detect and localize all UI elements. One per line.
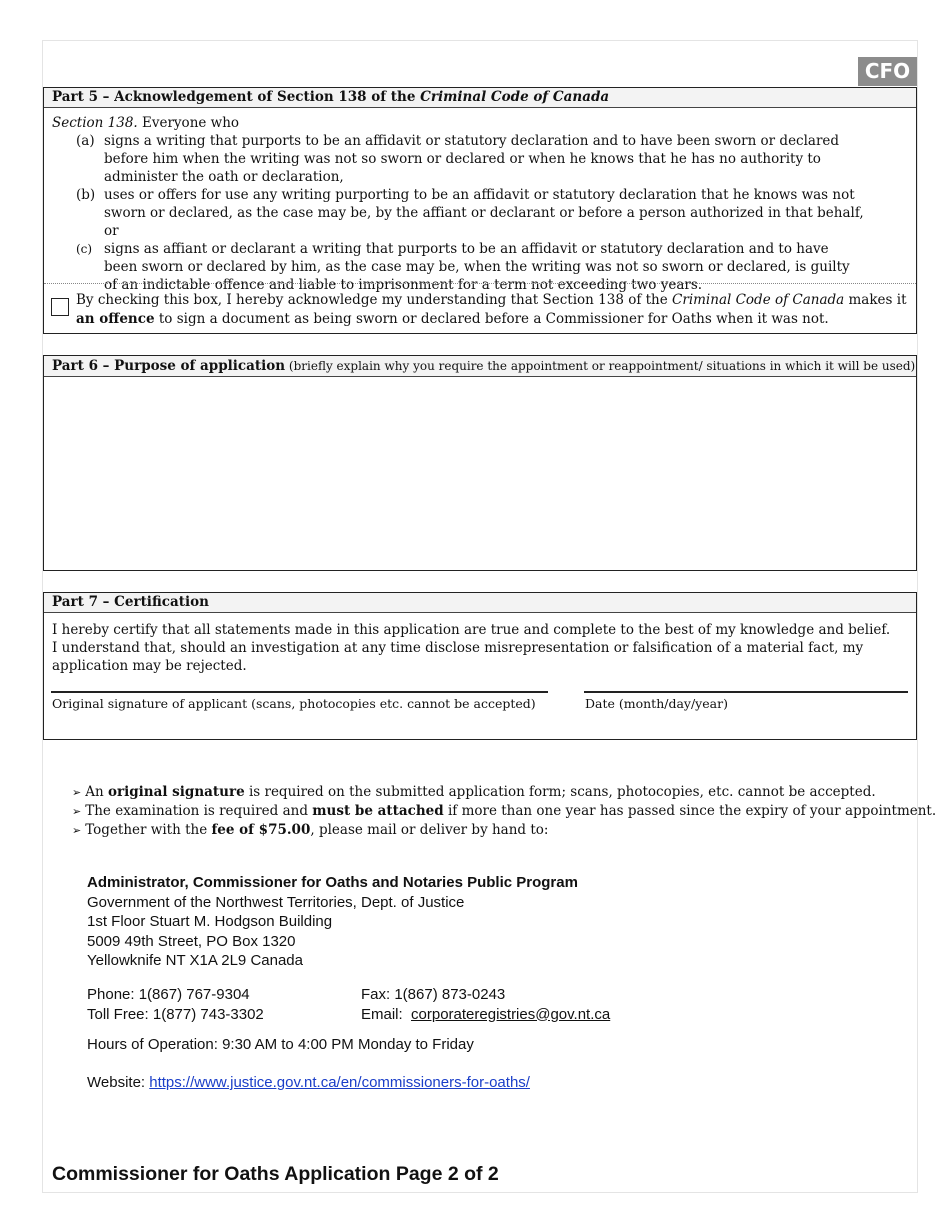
toll-free: Toll Free: 1(877) 743-3302	[87, 1005, 264, 1023]
note-text: if more than one year has passed since the expiry of your appointment.	[443, 803, 937, 819]
purpose-textarea[interactable]	[44, 377, 916, 570]
website-link[interactable]: https://www.justice.gov.nt.ca/en/commissioners-for-oaths/	[149, 1074, 530, 1091]
note-bold: must be attached	[312, 803, 444, 819]
arrow-bullet-icon: ➢	[72, 786, 82, 799]
notes-list	[72, 783, 936, 840]
part5-title-italic: Criminal Code of Canada	[420, 89, 610, 105]
part7-title: Part 7 – Certification	[52, 594, 209, 610]
part7-section	[43, 592, 917, 740]
note-bold: original signature	[107, 784, 245, 800]
part5-section	[43, 87, 917, 334]
signature-field[interactable]	[51, 691, 548, 693]
contact-fax-email	[361, 985, 610, 1024]
section-lead	[52, 114, 239, 132]
part6-section	[43, 355, 917, 571]
contact-address-3: Yellowknife NT X1A 2L9 Canada	[87, 952, 303, 969]
contact-block	[87, 873, 578, 971]
note-text: An	[85, 784, 108, 800]
contact-address-1: 1st Floor Stuart M. Hodgson Building	[87, 913, 333, 930]
email-label: Email:	[361, 1005, 412, 1023]
certification-line-2: I understand that, should an investigation at any time disclose misrepresentation or falsification of a material fact, my application may be rejected.	[52, 640, 864, 674]
item-marker: (c)	[76, 242, 93, 256]
list-item	[76, 186, 864, 240]
note-text: , please mail or deliver by hand to:	[310, 822, 549, 838]
ack-text-2: Criminal Code of Canada	[672, 292, 845, 308]
part5-header	[44, 88, 916, 108]
item-marker: (a)	[76, 133, 95, 149]
note-item	[72, 783, 936, 802]
contact-name: Administrator, Commissioner for Oaths and Notaries Public Program	[87, 874, 578, 891]
contact-phones	[87, 985, 264, 1024]
acknowledgement-text	[76, 291, 912, 329]
note-item	[72, 802, 936, 821]
cfo-badge: CFO	[858, 57, 917, 86]
ack-text-4: an offence	[76, 311, 155, 327]
list-item	[76, 240, 864, 294]
note-item	[72, 821, 936, 840]
part5-title: Part 5 – Acknowledgement of Section 138 of the	[52, 89, 421, 105]
website-label: Website:	[87, 1074, 150, 1091]
part6-title: Part 6 – Purpose of application	[52, 358, 286, 374]
part6-header	[44, 356, 916, 377]
acknowledgement-checkbox[interactable]	[51, 298, 69, 316]
footer-title: Commissioner for Oaths Application Page 2 of 2	[52, 1163, 499, 1185]
arrow-bullet-icon: ➢	[72, 805, 82, 818]
section-items	[76, 132, 864, 294]
website-row	[87, 1073, 530, 1093]
note-bold: fee of $75.00	[211, 822, 311, 838]
contact-address-2: 5009 49th Street, PO Box 1320	[87, 932, 296, 950]
note-text: The examination is required and	[85, 803, 313, 819]
section-lead-text: Everyone who	[137, 115, 240, 131]
item-text: signs as affiant or declarant a writing that purports to be an affidavit or statutory declaration and to have been sworn or declared by him, as the case may be, when the writing was not so sworn or declared, is guilty of an indictable offence and liable to imprisonment for a term not exceeding two years.	[104, 241, 850, 293]
date-field[interactable]	[584, 691, 908, 693]
section-number: Section 138.	[52, 115, 138, 131]
ack-text-5: to sign a document as being sworn or declared before a Commissioner for Oaths when it was not.	[154, 311, 829, 327]
list-item	[76, 132, 864, 186]
arrow-bullet-icon: ➢	[72, 824, 82, 837]
item-marker: (b)	[76, 187, 96, 203]
certification-line-1: I hereby certify that all statements made in this application are true and complete to the best of my knowledge and belief.	[52, 622, 891, 638]
note-text: is required on the submitted application form; scans, photocopies, etc. cannot be accepted.	[244, 784, 876, 800]
part7-header	[44, 593, 916, 613]
fax: Fax: 1(867) 873-0243	[361, 986, 506, 1003]
contact-org: Government of the Northwest Territories, Dept. of Justice	[87, 893, 465, 911]
note-text: Together with the	[85, 822, 212, 838]
signature-label: Original signature of applicant (scans, photocopies etc. cannot be accepted)	[52, 696, 536, 711]
phone: Phone: 1(867) 767-9304	[87, 986, 250, 1003]
hours: Hours of Operation: 9:30 AM to 4:00 PM Monday to Friday	[87, 1036, 474, 1053]
date-label: Date (month/day/year)	[585, 696, 728, 711]
email-link[interactable]: corporateregistries@gov.nt.ca	[411, 1005, 611, 1023]
ack-text-1: By checking this box, I hereby acknowledge my understanding that Section 138 of the	[76, 292, 673, 308]
item-text: signs a writing that purports to be an affidavit or statutory declaration and to have been sworn or declared before him when the writing was not so sworn or declared or when he knows that he has no authority to administer the oath or declaration,	[104, 133, 840, 185]
ack-text-3: makes it	[844, 292, 907, 308]
acknowledgement-row	[44, 283, 916, 327]
certification-text	[52, 621, 912, 675]
part6-subtitle: (briefly explain why you require the appointment or reappointment/ situations in which it will be used)	[285, 359, 916, 373]
item-text: uses or offers for use any writing purporting to be an affidavit or statutory declaration that he knows was not sworn or declared, as the case may be, by the affiant or declarant or before a person authorized in that behalf, or	[104, 187, 864, 239]
